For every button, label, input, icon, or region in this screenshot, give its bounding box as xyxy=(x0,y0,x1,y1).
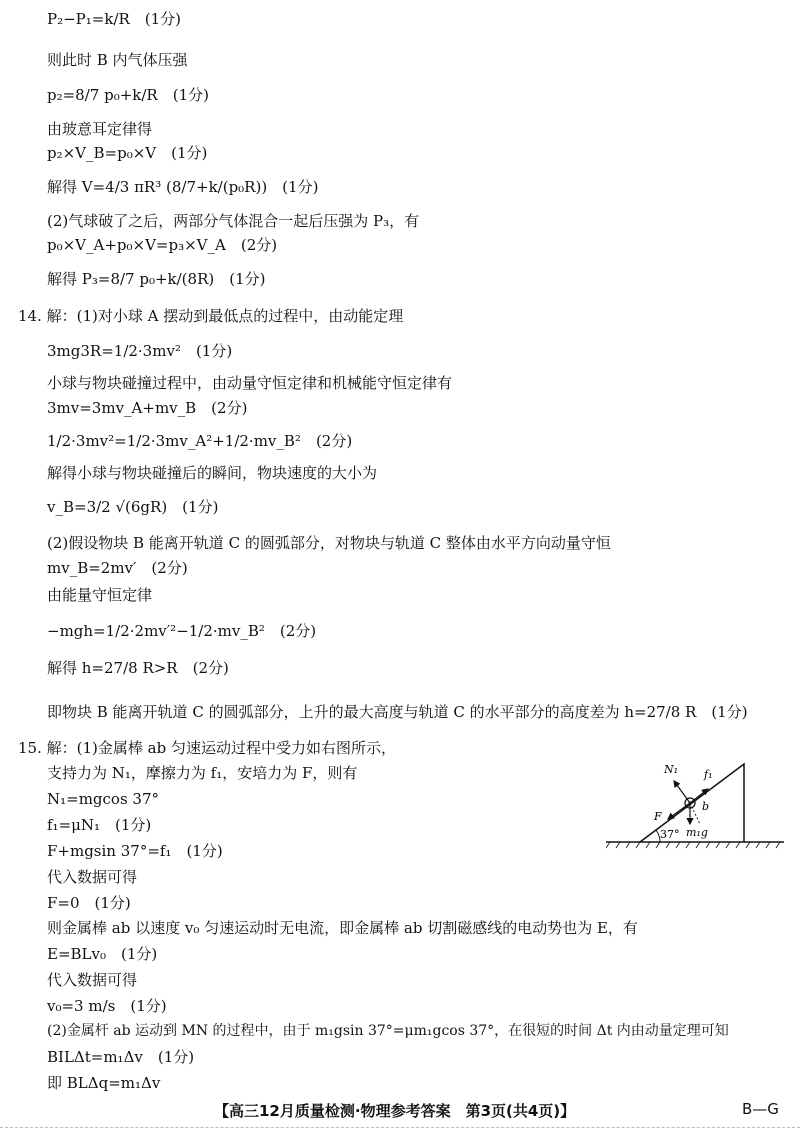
text-line: (2)气球破了之后，两部分气体混合一起后压强为 P₃，有 xyxy=(47,212,420,230)
text-line: v_B=3/2 √(6gR) (1分) xyxy=(47,498,219,516)
text-line: 则金属棒 ab 以速度 v₀ 匀速运动时无电流，即金属棒 ab 切割磁感线的电动势也为 E，有 xyxy=(47,919,638,937)
footer-rule xyxy=(0,1127,800,1128)
question-14-heading: 14. 解：(1)对小球 A 摆动到最低点的过程中，由动能定理 xyxy=(18,307,404,325)
rod-label: b xyxy=(702,800,710,813)
text-line: (2)金属杆 ab 运动到 MN 的过程中，由于 m₁gsin 37°=μm₁gcos 37°，在很短的时间 Δt 内由动量定理可知 xyxy=(47,1023,729,1039)
text-line: 代入数据可得 xyxy=(47,868,138,886)
question-15-heading: 15. 解：(1)金属棒 ab 匀速运动过程中受力如右图所示， xyxy=(18,739,396,757)
footer-title: 【高三12月质量检测·物理参考答案 第3页(共4页)】 xyxy=(214,1102,576,1120)
page-footer xyxy=(0,1090,800,1126)
text-line: 3mv=3mv_A+mv_B (2分) xyxy=(47,399,248,417)
text-line: 解得 V=4/3 πR³ (8/7+k/(p₀R)) (1分) xyxy=(47,178,319,196)
text-line: F+mgsin 37°=f₁ (1分) xyxy=(47,842,223,860)
text-line: p₂×V_B=p₀×V (1分) xyxy=(47,144,208,162)
text-line: 解得 P₃=8/7 p₀+k/(8R) (1分) xyxy=(47,270,266,288)
text-line: P₂−P₁=k/R (1分) xyxy=(47,10,182,28)
text-line: 由玻意耳定律得 xyxy=(47,120,153,138)
text-line: v₀=3 m/s (1分) xyxy=(47,997,167,1015)
text-line: 由能量守恒定律 xyxy=(47,586,153,604)
text-line: 解得 h=27/8 R>R (2分) xyxy=(47,659,229,677)
text-line: E=BLv₀ (1分) xyxy=(47,945,158,963)
gravity-label: m₁g xyxy=(686,826,708,839)
ampere-force-arrow xyxy=(668,803,690,819)
incline-force-diagram xyxy=(606,756,784,854)
text-line: p₂=8/7 p₀+k/R (1分) xyxy=(47,86,209,104)
text-line: N₁=mgcos 37° xyxy=(47,790,160,808)
text-line: 小球与物块碰撞过程中，由动量守恒定律和机械能守恒定律有 xyxy=(47,374,453,392)
ampere-force-label: F xyxy=(654,810,662,823)
dashed-component xyxy=(690,803,700,824)
text-line: 3mg3R=1/2·3mv² (1分) xyxy=(47,342,233,360)
text-line: 支持力为 N₁，摩擦力为 f₁，安培力为 F，则有 xyxy=(47,764,358,782)
ground-hatch xyxy=(606,842,780,848)
text-line: 代入数据可得 xyxy=(47,971,138,989)
friction-label: f₁ xyxy=(704,768,713,781)
angle-label: 37° xyxy=(660,828,680,841)
text-line: BILΔt=m₁Δv (1分) xyxy=(47,1048,195,1066)
text-line: 则此时 B 内气体压强 xyxy=(47,51,188,69)
text-line: F=0 (1分) xyxy=(47,894,131,912)
text-line: p₀×V_A+p₀×V=p₃×V_A (2分) xyxy=(47,236,278,254)
text-line: 即物块 B 能离开轨道 C 的圆弧部分，上升的最大高度与轨道 C 的水平部分的高度差为 h=27/8 R (1分) xyxy=(47,703,748,721)
text-line: 1/2·3mv²=1/2·3mv_A²+1/2·mv_B² (2分) xyxy=(47,432,353,450)
text-line: (2)假设物块 B 能离开轨道 C 的圆弧部分，对物块与轨道 C 整体由水平方向动量守恒 xyxy=(47,534,611,552)
text-line: 即 BLΔq=m₁Δv xyxy=(47,1074,161,1092)
text-line: −mgh=1/2·2mv′²−1/2·mv_B² (2分) xyxy=(47,622,317,640)
footer-code: B—G xyxy=(742,1100,779,1118)
text-line: mv_B=2mv′ (2分) xyxy=(47,559,188,577)
text-line: f₁=μN₁ (1分) xyxy=(47,816,152,834)
normal-force-arrow xyxy=(674,781,690,803)
text-line: 解得小球与物块碰撞后的瞬间，物块速度的大小为 xyxy=(47,464,378,482)
normal-force-label: N₁ xyxy=(664,763,679,776)
